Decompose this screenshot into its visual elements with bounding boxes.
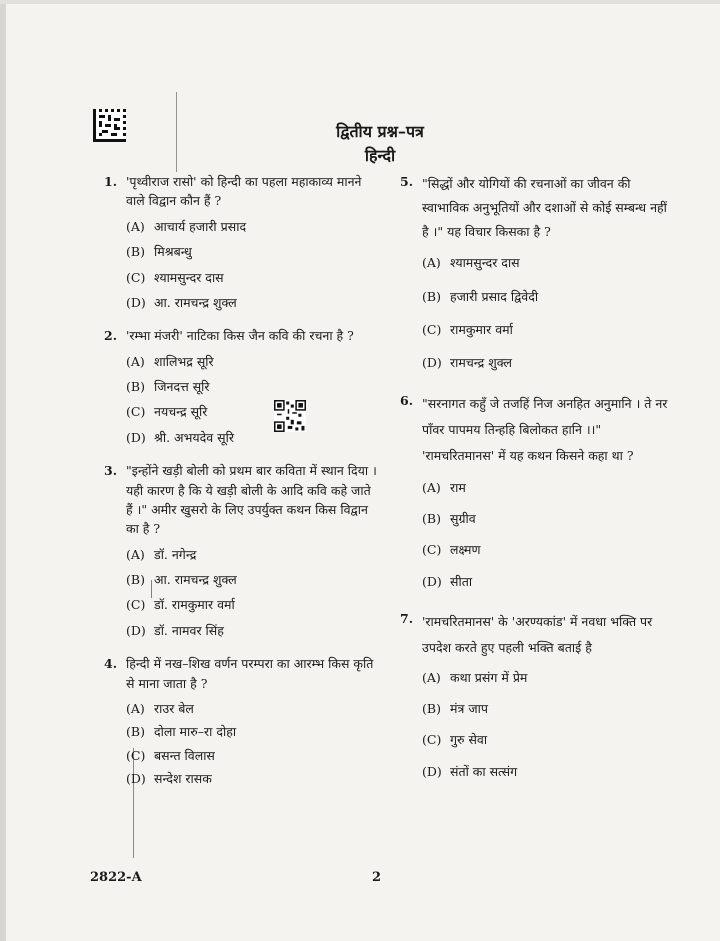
question-number: 2. <box>104 328 118 344</box>
question-6 <box>400 391 670 591</box>
question-number: 6. <box>400 392 414 408</box>
option-b: (B) हजारी प्रसाद द्विवेदी <box>422 288 539 304</box>
option-d: (D) रामचन्द्र शुक्ल <box>422 355 513 371</box>
right-column <box>400 172 670 781</box>
question-number: 1. <box>104 174 118 189</box>
option-a: (A) राम <box>422 479 466 495</box>
option-a: (A) राउर बेल <box>126 700 194 716</box>
barcode-icon <box>93 109 126 142</box>
paper-subject: हिन्दी <box>364 146 396 165</box>
option-d: (D) डॉ. नामवर सिंह <box>126 622 224 638</box>
option-b: (B) मंत्र जाप <box>422 700 488 716</box>
question-7 <box>400 609 670 781</box>
question-text: "सिद्धों और योगियों की रचनाओं का जीवन की स्वाभाविक अनुभूतियों और दशाओं से कोई सम्बन्ध नहीं है ।" यह विचार किसका है ? <box>422 176 667 239</box>
page-edge <box>0 0 6 941</box>
option-a: (A) डॉ. नगेन्द्र <box>126 546 197 562</box>
question-number: 4. <box>104 656 118 672</box>
paper-title: द्वितीय प्रश्न–पत्र <box>336 122 424 141</box>
page-edge-top <box>0 0 720 4</box>
option-d: (D) सन्देश रासक <box>126 771 212 786</box>
question-text: "सरनागत कहुँ जे तजहिं निज अनहित अनुमानि । ते नर पाँवर पापमय तिन्हहि बिलोकत हानि ।।" 'रामचरितमानस' में यह कथन किसने कहा था ? <box>422 395 668 464</box>
question-text: 'रम्भा मंजरी' नाटिका किस जैन कवि की रचना है ? <box>126 328 354 344</box>
option-c: (C) गुरु सेवा <box>422 732 488 748</box>
question-number: 7. <box>400 611 414 626</box>
pen-mark <box>176 92 177 172</box>
left-column <box>104 172 380 788</box>
option-d: (D) सीता <box>422 573 473 589</box>
option-b: (B) सुग्रीव <box>422 510 476 526</box>
option-d: (D) आ. रामचन्द्र शुक्ल <box>126 294 237 310</box>
option-a: (A) कथा प्रसंग में प्रेम <box>422 669 528 685</box>
booklet-code: 2822-A <box>90 870 142 885</box>
option-d: (D) श्री. अभयदेव सूरि <box>126 429 234 445</box>
option-c: (C) लक्ष्मण <box>422 542 481 558</box>
option-c: (C) श्यामसुन्दर दास <box>126 269 224 285</box>
question-number: 5. <box>400 174 414 189</box>
option-b: (B) मिश्रबन्धु <box>126 244 192 260</box>
option-c: (C) नयचन्द्र सूरि <box>126 404 208 420</box>
option-b: (B) जिनदत्त सूरि <box>126 379 210 394</box>
option-b: (B) आ. रामचन्द्र शुक्ल <box>126 572 237 587</box>
question-1 <box>104 172 380 312</box>
question-text: 'रामचरितमानस' के 'अरण्यकांड' में नवधा भक्ति पर उपदेश करते हुए पहली भक्ति बताई है <box>422 614 653 656</box>
question-2 <box>104 326 380 447</box>
question-text: हिन्दी में नख–शिख वर्णन परम्परा का आरम्भ किस कृति से माना जाता है ? <box>126 656 374 691</box>
option-c: (C) डॉ. रामकुमार वर्मा <box>126 597 235 613</box>
option-b: (B) दोला मारु–रा दोहा <box>126 724 237 740</box>
option-d: (D) संतों का सत्संग <box>422 763 518 779</box>
option-c: (C) बसन्त विलास <box>126 747 215 763</box>
option-a: (A) श्यामसुन्दर दास <box>422 255 520 271</box>
question-text: "इन्होंने खड़ी बोली को प्रथम बार कविता में स्थान दिया । यही कारण है कि ये खड़ी बोली के आदि कवि कहे जाते हैं ।" अमीर खुसरो के लिए उपर्युक्त कथन किस विद्वान का है ? <box>126 463 377 537</box>
page-number: 2 <box>372 870 382 885</box>
option-a: (A) शालिभद्र सूरि <box>126 353 214 369</box>
question-5 <box>400 172 670 373</box>
option-a: (A) आचार्य हजारी प्रसाद <box>126 218 247 234</box>
question-4 <box>104 654 380 788</box>
option-c: (C) रामकुमार वर्मा <box>422 322 513 337</box>
question-3 <box>104 461 380 640</box>
question-number: 3. <box>104 463 118 479</box>
question-text: 'पृथ्वीराज रासो' को हिन्दी का पहला महाकाव्य मानने वाले विद्वान कौन हैं ? <box>126 174 362 209</box>
